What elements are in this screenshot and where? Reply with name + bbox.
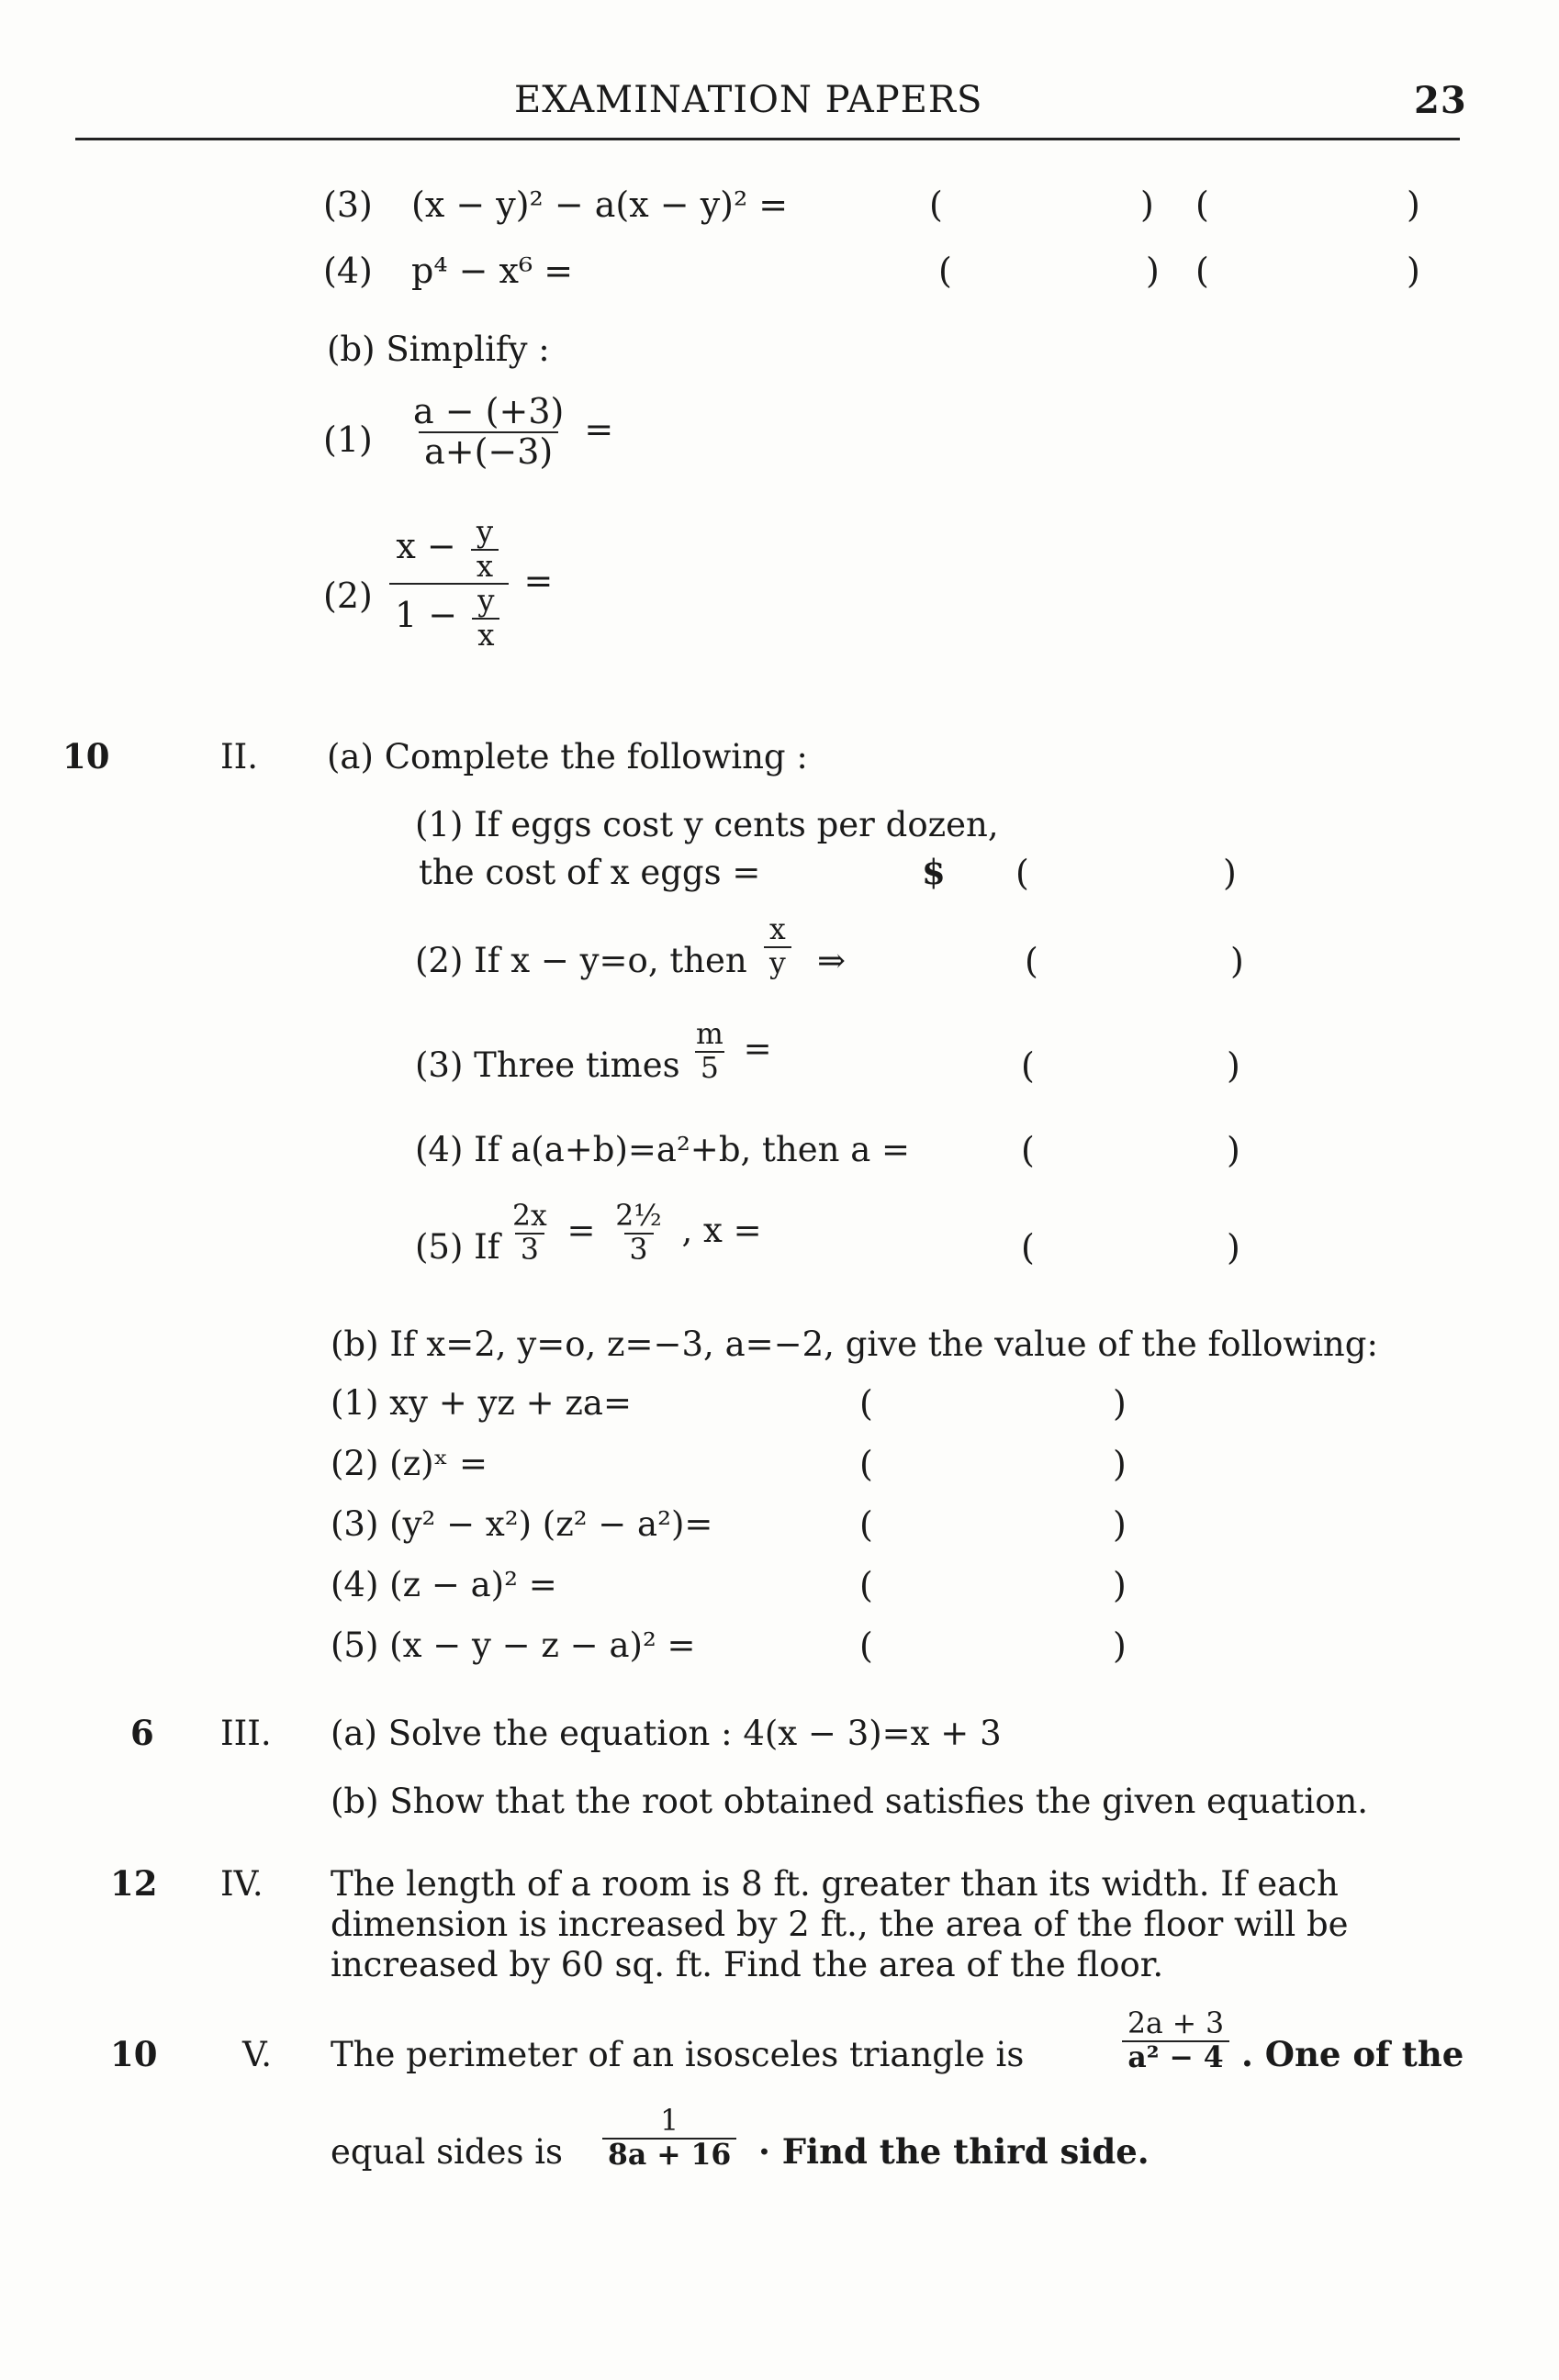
paren-close: ) [1227,1227,1240,1268]
paren-open: ( [859,1444,873,1484]
q3-roman: III. [220,1714,272,1753]
q5-fraction-1: $\frac{2a + 3}{\text{a² − 4}}$ [1118,2008,1233,2073]
q4-line-1: The length of a room is 8 ft. greater than its width. If each [331,1864,1339,1904]
paren-open: ( [1015,853,1029,893]
q2-a-heading: (a) Complete the following : [327,737,808,777]
paren-open: ( [938,251,952,291]
equals-sign: = [743,1029,772,1069]
marks-q4: 12 [110,1863,158,1904]
paren-close: ) [1113,1383,1127,1424]
paren-open: ( [1021,1130,1035,1170]
simplify-item-2-num: (2) [323,575,373,616]
paren-open: ( [1025,941,1038,981]
q2-a3-fraction: $\frac{m}{5}$ = [696,1018,772,1085]
simplify-item-1-fraction [404,393,613,472]
q5-line2-text: equal sides is [331,2132,564,2172]
page-number: 23 [1414,79,1467,122]
page-header-title: EXAMINATION PAPERS [514,79,983,121]
paren-close: ) [1407,251,1420,291]
q2-roman: II. [220,737,258,777]
dollar-sign: $ [922,852,946,892]
q3-b: (b) Show that the root obtained satisfies the given equation. [331,1782,1369,1821]
q4-line-2: dimension is increased by 2 ft., the area of the floor will be [331,1905,1349,1944]
marks-q5: 10 [110,2034,158,2074]
q2-b-item-3: (3) (y² − x²) (z² − a²)= [331,1504,713,1544]
factor-item-3: (x − y)² − a(x − y)² = [411,184,789,225]
q4-roman: IV. [220,1864,264,1904]
equals-sign: = [566,1211,596,1251]
q2-a2-fraction: $\frac{x}{y}$ [760,914,795,979]
q2-b-item-5: (5) (x − y − z − a)² = [331,1626,696,1665]
q2-a3-text: (3) Three times [415,1045,680,1085]
paren-open: ( [1195,251,1209,291]
paren-open: ( [1195,184,1209,225]
q4-line-3: increased by 60 sq. ft. Find the area of the floor. [331,1945,1164,1984]
q2-b-item-2: (2) (z)ˣ = [331,1444,488,1483]
paren-open: ( [859,1383,873,1424]
q2-a5-equation: $\frac{2x}{3}$ = $\frac{\text{2½}}{3}$ , x = [512,1200,762,1267]
paren-close: ) [1113,1444,1127,1484]
q5-line1-text: The perimeter of an isosceles triangle is [331,2035,1025,2074]
factor-item-3-num: (3) [323,184,373,225]
equals-sign: = [523,560,554,601]
fraction-denominator: a+(−3) [419,431,558,472]
paren-close: ) [1407,184,1420,225]
header-rule [75,138,1460,140]
paren-open: ( [859,1626,873,1666]
marks-q3: 6 [130,1713,154,1753]
arrow: ⇒ [817,941,847,980]
paren-close: ) [1230,941,1244,981]
q2-a5-text: (5) If [415,1227,500,1267]
paren-open: ( [1021,1045,1035,1086]
q2-a4-text: (4) If a(a+b)=a²+b, then a = [415,1130,911,1169]
factor-item-4: p⁴ − x⁶ = [411,251,574,291]
paren-close: ) [1223,853,1237,893]
paren-open: ( [859,1504,873,1545]
q2-a1-line2: the cost of x eggs = [419,853,761,892]
paren-close: ) [1140,184,1154,225]
complex-fraction-top: x − $\frac{y}{x}$ [390,516,508,583]
q2-a1-line1: (1) If eggs cost y cents per dozen, [415,805,999,844]
simplify-item-1-num: (1) [323,419,373,460]
q3-a: (a) Solve the equation : 4(x − 3)=x + 3 [331,1714,1002,1753]
marks-q2: 10 [62,736,110,777]
fraction-numerator: a − (+3) [413,391,565,431]
q5-line1-tail: . One of the [1241,2034,1464,2074]
q2-b-heading: (b) If x=2, y=o, z=−3, a=−2, give the value of the following: [331,1324,1378,1364]
simplify-heading: (b) Simplify : [327,330,550,369]
paren-open: ( [929,184,943,225]
q5-roman: V. [242,2035,273,2074]
q5-fraction-2: $\frac{1}{8a + 16}$ [599,2106,740,2171]
complex-fraction-bottom: 1 − $\frac{y}{x}$ [389,583,509,652]
paren-close: ) [1227,1130,1240,1170]
equals-sign: = [584,408,614,450]
paren-close: ) [1113,1504,1127,1545]
q2-b-item-4: (4) (z − a)² = [331,1565,557,1604]
factor-item-4-num: (4) [323,251,373,291]
simplify-item-2-fraction [386,516,553,652]
paren-close: ) [1113,1626,1127,1666]
paren-open: ( [1021,1227,1035,1268]
paren-close: ) [1146,251,1160,291]
paren-close: ) [1227,1045,1240,1086]
paren-close: ) [1113,1565,1127,1605]
paren-open: ( [859,1565,873,1605]
q2-b-item-1: (1) xy + yz + za= [331,1383,632,1423]
q2-a2-text: (2) If x − y=o, then [415,941,747,980]
q5-line2-tail: · Find the third side. [758,2131,1150,2172]
